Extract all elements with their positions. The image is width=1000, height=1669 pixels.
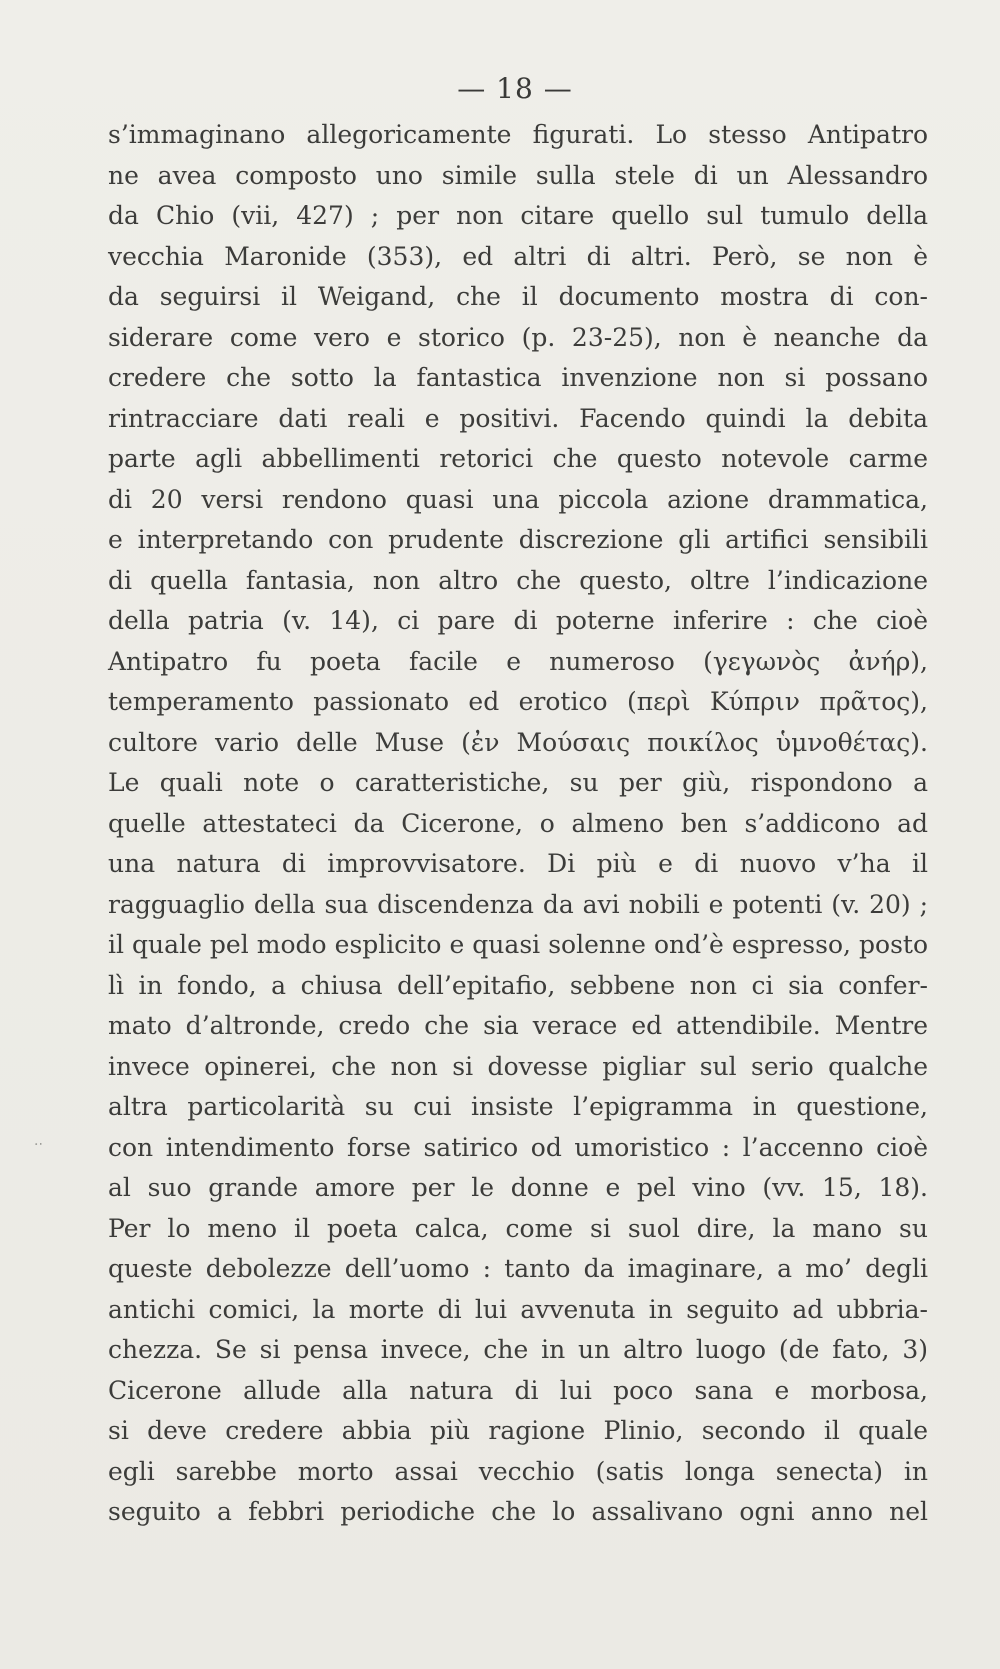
text-line: si deve credere abbia più ragione Plinio, secondo il quale — [108, 1416, 928, 1445]
text-line: antichi comici, la morte di lui avvenuta in seguito ad ubbria- — [108, 1294, 928, 1324]
text-line: s’immaginano allegoricamente figurati. Lo stesso Antipatro — [108, 120, 928, 149]
text-line: da seguirsi il Weigand, che il documento mostra di con- — [108, 282, 928, 311]
text-line: vecchia Maronide (353), ed altri di altri. Però, se non è — [108, 241, 928, 271]
margin-speck: ·‧ — [34, 1137, 43, 1153]
text-line: il quale pel modo esplicito e quasi solenne ond’è espresso, posto — [108, 930, 928, 959]
text-line: parte agli abbellimenti retorici che questo notevole carme — [108, 444, 928, 473]
text-line: chezza. Se si pensa invece, che in un altro luogo (de fato, 3) — [108, 1335, 928, 1364]
body-text — [108, 115, 928, 1533]
text-line: altra particolarità su cui insiste l’epigramma in questione, — [108, 1092, 928, 1121]
text-line: Cicerone allude alla natura di lui poco sana e morbosa, — [108, 1375, 928, 1405]
text-line: siderare come vero e storico (p. 23-25), non è neanche da — [108, 322, 928, 352]
text-line: Le quali note o caratteristiche, su per giù, rispondono a — [108, 768, 928, 797]
text-line: da Chio (vii, 427) ; per non citare quello sul tumulo della — [108, 201, 928, 230]
text-line: cultore vario delle Muse (ἐν Μούσαις ποικίλος ὑμνοθέτας). — [108, 727, 928, 757]
text-line: al suo grande amore per le donne e pel vino (vv. 15, 18). — [108, 1173, 928, 1202]
text-line: ne avea composto uno simile sulla stele di un Alessandro — [108, 160, 928, 190]
text-line: di 20 versi rendono quasi una piccola azione drammatica, — [108, 484, 928, 514]
text-line: lì in fondo, a chiusa dell’epitafio, sebbene non ci sia confer- — [108, 970, 928, 1000]
text-line: credere che sotto la fantastica invenzione non si possano — [108, 363, 928, 392]
text-line: di quella fantasia, non altro che questo, oltre l’indicazione — [108, 565, 928, 595]
text-line: mato d’altronde, credo che sia verace ed attendibile. Mentre — [108, 1011, 928, 1040]
text-line: Antipatro fu poeta facile e numeroso (γεγωνὸς ἀνήρ), — [108, 646, 928, 676]
text-line: seguito a febbri periodiche che lo assalivano ogni anno nel — [108, 1497, 928, 1526]
text-line: rintracciare dati reali e positivi. Facendo quindi la debita — [108, 403, 928, 433]
text-line: egli sarebbe morto assai vecchio (satis longa senecta) in — [108, 1456, 928, 1486]
text-line: con intendimento forse satirico od umoristico : l’accenno cioè — [108, 1132, 928, 1162]
text-line: queste debolezze dell’uomo : tanto da imaginare, a mo’ degli — [108, 1254, 928, 1283]
text-line: una natura di improvvisatore. Di più e di nuovo v’ha il — [108, 849, 928, 878]
text-line: Per lo meno il poeta calca, come si suol dire, la mano su — [108, 1213, 928, 1243]
text-line: ragguaglio della sua discendenza da avi nobili e potenti (v. 20) ; — [108, 889, 928, 919]
text-line: e interpretando con prudente discrezione gli artifici sensibili — [108, 525, 928, 554]
page-number: — 18 — — [457, 72, 573, 105]
text-line: temperamento passionato ed erotico (περὶ Κύπριν πρᾶτος), — [108, 687, 928, 716]
text-line: della patria (v. 14), ci pare di poterne inferire : che cioè — [108, 606, 928, 635]
text-line: invece opinerei, che non si dovesse pigliar sul serio qualche — [108, 1051, 928, 1081]
text-line: quelle attestateci da Cicerone, o almeno ben s’addicono ad — [108, 808, 928, 838]
